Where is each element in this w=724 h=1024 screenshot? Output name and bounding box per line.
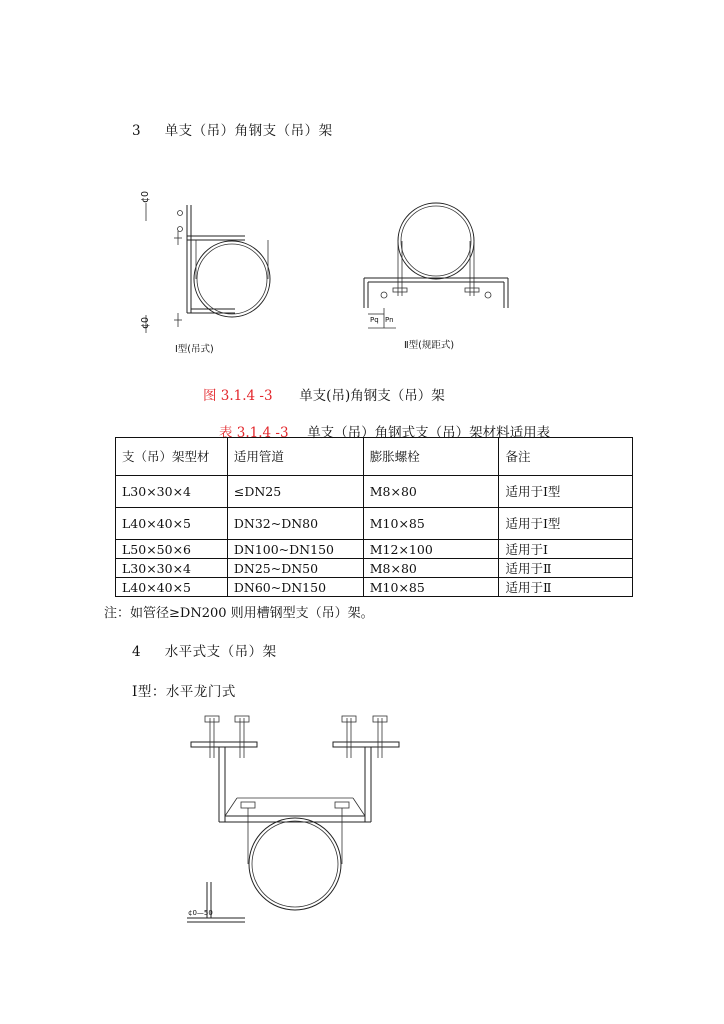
figure-caption-title: 单支(吊)角钢支（吊）架 bbox=[299, 388, 445, 404]
table-cell: M8×80 bbox=[363, 559, 499, 578]
table-cell: DN60~DN150 bbox=[227, 578, 363, 597]
table-cell: 适用于Ⅱ bbox=[499, 578, 633, 597]
table-cell: L40×40×5 bbox=[116, 578, 228, 597]
table-caption-title: 单支（吊）角钢式支（吊）架材料适用表 bbox=[307, 425, 551, 441]
figure-type2-label: Ⅱ型(规距式) bbox=[404, 340, 455, 351]
section-3-heading bbox=[132, 119, 333, 139]
table-row bbox=[116, 508, 633, 540]
table-cell: 适用于Ⅰ bbox=[499, 540, 633, 559]
table-header-cell: 支（吊）架型材 bbox=[116, 438, 228, 476]
table-header-cell: 膨胀螺栓 bbox=[363, 438, 499, 476]
table-cell: M8×80 bbox=[363, 476, 499, 508]
table-cell: DN25~DN50 bbox=[227, 559, 363, 578]
table-cell: L40×40×5 bbox=[116, 508, 228, 540]
table-cell: DN100~DN150 bbox=[227, 540, 363, 559]
table-row bbox=[116, 559, 633, 578]
table-cell: M12×100 bbox=[363, 540, 499, 559]
section-4-number: 4 bbox=[132, 644, 142, 660]
figure-gantry-drawing bbox=[185, 712, 415, 932]
table-cell: 适用于Ⅰ型 bbox=[499, 508, 633, 540]
table-caption-number: 表 3.1.4 -3 bbox=[219, 425, 289, 441]
table-cell: L30×30×4 bbox=[116, 476, 228, 508]
table-cell: M10×85 bbox=[363, 508, 499, 540]
materials-table bbox=[115, 437, 633, 597]
table-header-cell: 备注 bbox=[499, 438, 633, 476]
figure-type1-mark-top: ¢0 bbox=[140, 190, 151, 203]
section-3-number: 3 bbox=[132, 123, 142, 139]
table-row bbox=[116, 578, 633, 597]
table-cell: 适用于Ⅰ型 bbox=[499, 476, 633, 508]
table-cell: M10×85 bbox=[363, 578, 499, 597]
figure-gantry-mark: ¢0—50 bbox=[188, 909, 213, 917]
table-cell: DN32~DN80 bbox=[227, 508, 363, 540]
table-cell: L50×50×6 bbox=[116, 540, 228, 559]
figure-type1-mark-bottom: ¢0 bbox=[140, 316, 151, 329]
section-3-title: 单支（吊）角钢支（吊）架 bbox=[164, 123, 333, 139]
figure-type2-mark-pn: Pn bbox=[385, 316, 394, 324]
section-4-title: 水平式支（吊）架 bbox=[164, 644, 277, 660]
type1-heading: Ⅰ型：水平龙门式 bbox=[132, 684, 236, 700]
figure-type1-label: Ⅰ型(吊式) bbox=[175, 344, 214, 355]
section-4-heading bbox=[132, 640, 277, 660]
table-cell: ≤DN25 bbox=[227, 476, 363, 508]
figure-type2-drawing bbox=[362, 196, 522, 336]
figure-caption-number: 图 3.1.4 -3 bbox=[203, 388, 273, 404]
figure-caption bbox=[203, 384, 445, 404]
table-header-row bbox=[116, 438, 633, 476]
figure-type1-drawing bbox=[140, 195, 300, 345]
table-row bbox=[116, 540, 633, 559]
table-header-cell: 适用管道 bbox=[227, 438, 363, 476]
table-row bbox=[116, 476, 633, 508]
table-cell: L30×30×4 bbox=[116, 559, 228, 578]
figure-type2-mark-pq: Pq bbox=[370, 316, 379, 324]
table-note: 注：如管径≥DN200 则用槽钢型支（吊）架。 bbox=[104, 606, 374, 621]
table-cell: 适用于Ⅱ bbox=[499, 559, 633, 578]
